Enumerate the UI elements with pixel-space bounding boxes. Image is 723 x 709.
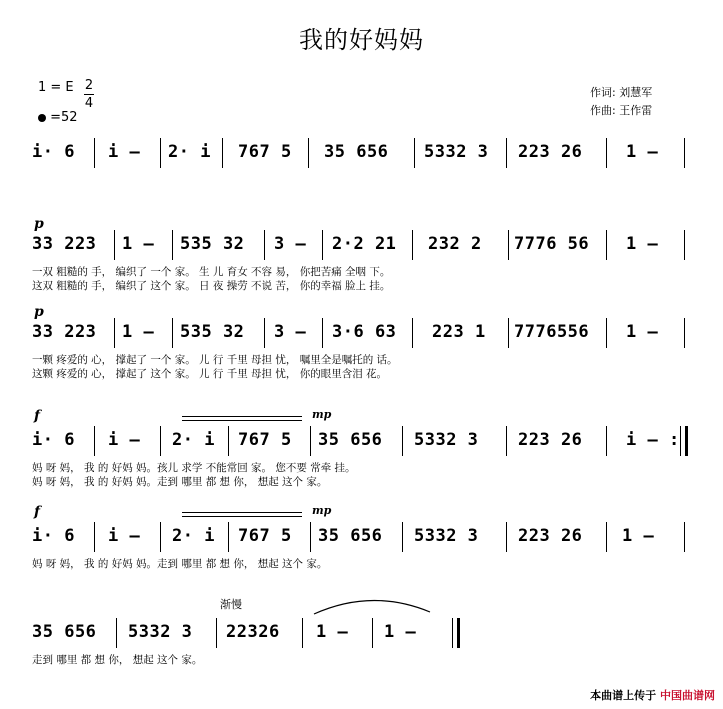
tempo-marking xyxy=(38,110,78,125)
barline xyxy=(114,230,115,260)
barline xyxy=(402,426,403,456)
barline xyxy=(506,522,507,552)
measure: 767 5 xyxy=(238,142,292,162)
measure: 5332 3 xyxy=(128,622,193,642)
credits xyxy=(590,84,652,120)
barline xyxy=(310,522,311,552)
final-barline xyxy=(452,618,460,648)
dynamic-mark: f xyxy=(34,504,41,520)
measure: 223 26 xyxy=(518,526,583,546)
measure: 223 26 xyxy=(518,142,583,162)
barline xyxy=(172,318,173,348)
measure: 535 32 xyxy=(180,234,245,254)
barline xyxy=(684,318,685,348)
measure: 3 – xyxy=(274,322,307,342)
measure: 223 26 xyxy=(518,430,583,450)
score-row-1 xyxy=(32,138,691,200)
measure: 33 223 xyxy=(32,322,97,342)
lyrics-verse-1: 一颗 疼爱的 心， 撑起了 一个 家。 儿 行 千里 母担 忧， 嘱里全是嘱托的 话。 xyxy=(32,354,398,366)
barline xyxy=(606,230,607,260)
barline xyxy=(412,318,413,348)
fermata-slur xyxy=(312,594,432,618)
measure: 2·2 21 xyxy=(332,234,397,254)
quarter-note-icon xyxy=(38,114,46,122)
barline xyxy=(222,138,223,168)
time-bottom: 4 xyxy=(84,96,94,111)
barline xyxy=(160,522,161,552)
measure: 767 5 xyxy=(238,430,292,450)
score-row-3 xyxy=(32,304,691,380)
dynamic-mark: p xyxy=(34,304,44,320)
barline xyxy=(506,138,507,168)
crescendo-line xyxy=(182,516,302,517)
repeat-barline xyxy=(680,426,688,456)
measure: i· 6 xyxy=(32,526,75,546)
barline xyxy=(322,318,323,348)
barline xyxy=(606,138,607,168)
crescendo-line xyxy=(182,420,302,421)
barline xyxy=(508,230,509,260)
barline xyxy=(322,230,323,260)
measure: 5332 3 xyxy=(414,430,479,450)
measure: 1 – xyxy=(626,142,659,162)
dynamic-mark: p xyxy=(34,216,44,232)
measure: 35 656 xyxy=(318,430,383,450)
dynamic-mark: mp xyxy=(312,504,332,517)
barline xyxy=(402,522,403,552)
lyrics-verse-2: 妈 呀 妈， 我 的 好妈 妈。走到 哪里 都 想 你， 想起 这个 家。 xyxy=(32,476,328,488)
barline xyxy=(308,138,309,168)
lyrics-verse-1: 走到 哪里 都 想 你， 想起 这个 家。 xyxy=(32,654,203,666)
score-row-4 xyxy=(32,408,691,488)
footer-brand-link[interactable]: 中国曲谱网 xyxy=(660,689,715,702)
barline xyxy=(508,318,509,348)
measure: 33 223 xyxy=(32,234,97,254)
barline xyxy=(228,426,229,456)
time-top: 2 xyxy=(84,78,94,93)
barline xyxy=(94,426,95,456)
measure: 767 5 xyxy=(238,526,292,546)
lyrics-verse-1: 妈 呀 妈， 我 的 好妈 妈。孩儿 求学 不能常回 家。 您不要 常牵 挂。 xyxy=(32,462,356,474)
measure: 1 – xyxy=(122,234,155,254)
tempo-value: =52 xyxy=(50,110,78,125)
score-row-2 xyxy=(32,216,691,292)
barline xyxy=(412,230,413,260)
measure: i· 6 xyxy=(32,430,75,450)
measure: 223 1 xyxy=(432,322,486,342)
barline xyxy=(172,230,173,260)
barline xyxy=(116,618,117,648)
barline xyxy=(506,426,507,456)
lyrics-verse-2: 这双 粗糙的 手， 编织了 这个 家。 日 夜 操劳 不说 苦， 你的幸福 脸上 挂。 xyxy=(32,280,391,292)
measure: i – xyxy=(108,526,141,546)
score-row-6 xyxy=(32,598,691,680)
barline xyxy=(264,230,265,260)
measure: 7776 56 xyxy=(514,234,590,254)
measure: 3·6 63 xyxy=(332,322,397,342)
barline xyxy=(160,138,161,168)
barline xyxy=(684,138,685,168)
measure: i· 6 xyxy=(32,142,75,162)
ritardando-mark: 渐慢 xyxy=(220,598,242,611)
measure: 22326 xyxy=(226,622,280,642)
barline xyxy=(684,230,685,260)
measure: 35 656 xyxy=(324,142,389,162)
dynamic-mark: f xyxy=(34,408,41,424)
barline xyxy=(606,426,607,456)
barline xyxy=(302,618,303,648)
measure: 5332 3 xyxy=(414,526,479,546)
barline xyxy=(228,522,229,552)
measure: 2· i xyxy=(168,142,211,162)
measure: 232 2 xyxy=(428,234,482,254)
measure: 5332 3 xyxy=(424,142,489,162)
barline xyxy=(606,318,607,348)
score-row-5 xyxy=(32,504,691,584)
time-divider xyxy=(84,94,94,95)
barline xyxy=(310,426,311,456)
lyrics-verse-2: 这颗 疼爱的 心， 撑起了 这个 家。 儿 行 千里 母担 忧， 你的眼里含泪 花。 xyxy=(32,368,388,380)
measure: 3 – xyxy=(274,234,307,254)
measure: 2· i xyxy=(172,526,215,546)
measure: 35 656 xyxy=(318,526,383,546)
measure: 1 – xyxy=(626,322,659,342)
barline xyxy=(372,618,373,648)
measure: 1 – xyxy=(316,622,349,642)
barline xyxy=(114,318,115,348)
crescendo-line xyxy=(182,512,302,513)
measure: 2· i xyxy=(172,430,215,450)
barline xyxy=(160,426,161,456)
lyrics-verse-1: 一双 粗糙的 手， 编织了 一个 家。 生 儿 育女 不容 易， 你把苦痛 全咽 下。 xyxy=(32,266,391,278)
source-footer xyxy=(590,687,715,703)
key-signature: 1 = E xyxy=(38,80,74,95)
barline xyxy=(264,318,265,348)
barline xyxy=(94,522,95,552)
measure: 35 656 xyxy=(32,622,97,642)
barline xyxy=(684,522,685,552)
barline xyxy=(414,138,415,168)
dynamic-mark: mp xyxy=(312,408,332,421)
barline xyxy=(216,618,217,648)
measure: i – xyxy=(108,430,141,450)
measure: 1 – xyxy=(622,526,655,546)
measure: 7776556 xyxy=(514,322,590,342)
lyrics-verse-1: 妈 呀 妈， 我 的 好妈 妈。走到 哪里 都 想 你， 想起 这个 家。 xyxy=(32,558,328,570)
measure: 1 – xyxy=(626,234,659,254)
time-signature xyxy=(84,78,94,111)
measure: i – xyxy=(108,142,141,162)
composer: 作曲: 王作雷 xyxy=(590,104,653,117)
measure: i – : xyxy=(626,430,680,450)
crescendo-line xyxy=(182,416,302,417)
lyricist: 作词: 刘慧军 xyxy=(590,86,653,99)
page-title: 我的好妈妈 xyxy=(299,26,424,54)
barline xyxy=(94,138,95,168)
barline xyxy=(606,522,607,552)
measure: 535 32 xyxy=(180,322,245,342)
footer-prefix: 本曲谱上传于 xyxy=(590,689,657,702)
measure: 1 – xyxy=(122,322,155,342)
measure: 1 – xyxy=(384,622,417,642)
